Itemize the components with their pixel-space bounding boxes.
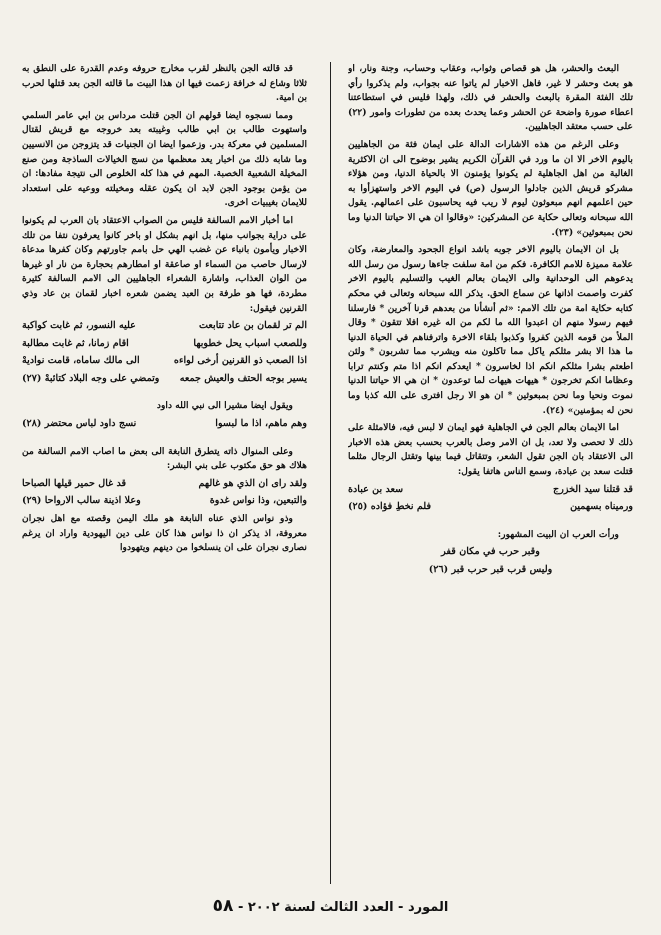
- paragraph: قد قالته الجن بالنظر لقرب مخارج حروفه وعدم القدرة على النطق به ثلاثا وشاع له خرافة زعمت فيها ان هذا البيت ما قالته الجن بعد قتلها لحرب بن امية.: [22, 63, 307, 104]
- paragraph: البعث والحشر، هل هو قصاص وثواب، وعقاب وحساب، وجنة ونار، او هو بعث وحشر لا غير، فاهل الاخبار لم ياتوا عنه بجواب، ولم يذكروا رأي تلك الفئة المقرة بالبعث والحشر في ذلك، ولهذا فليس في استطاعتنا اعطاء صورة واضحة عن الحشر وعما يحدث بعده من تطورات وامور (٢٢) على حسب معتقد الجاهليين.: [348, 63, 633, 133]
- paragraph: وذو نواس الذي عناه النابغة هو ملك اليمن وقصته مع اهل نجران معروفة، اذ يذكر ان ذا نواس هذا كان على دين اليهودية واراد ان يرغم نصارى نجران على ان ينسلخوا من دينهم ويتهودوا: [22, 513, 307, 554]
- poem-verse: [348, 483, 633, 498]
- poem-verse: [22, 337, 307, 352]
- verse-first-hemistich: وللصعب اسباب يحل خطوبها: [193, 337, 307, 349]
- verse-second-hemistich: نسج داود لباس محتضر (٢٨): [22, 418, 137, 430]
- verse-first-hemistich: وقبر حرب في مكان قفر: [441, 546, 540, 558]
- verse-second-hemistich: الى مالك ساماه، قامت نواديهْ: [22, 355, 140, 367]
- poem-verse: [22, 494, 307, 509]
- poem-verse: [348, 563, 633, 578]
- verse-second-hemistich: قد غال حمير قيلها الصباحا: [22, 477, 127, 489]
- right-text-column: [348, 62, 633, 882]
- page-number: ٥٨: [212, 896, 234, 916]
- verse-second-hemistich: فلم نخطِ فؤاده (٢٥): [348, 501, 432, 513]
- verse-second-hemistich: عليه النسور، ثم غابت كواكبة: [22, 320, 136, 332]
- verse-first-hemistich: ولقد راى ان الذي هو غالهم: [198, 477, 307, 489]
- left-text-column: [22, 62, 307, 882]
- verse-first-hemistich: والتبعين، وذا نواس غدوة: [209, 495, 307, 507]
- spacer: [22, 389, 307, 399]
- verse-second-hemistich: سعد بن عبادة: [348, 483, 404, 495]
- page-footer: المورد - العدد الثالث لسنة ٢٠٠٢ - ٥٨: [212, 896, 449, 916]
- poem-verse: [22, 477, 307, 492]
- verse-first-hemistich: قد قتلنا سيد الخزرج: [553, 483, 633, 495]
- paragraph: ومما نسجوه ايضا قولهم ان الجن قتلت مرداس بن ابي عامر السلمي واستهوت طالب بن ابي طالب وغيبته بعد خروجه مع قريش لقتال المسلمين في معركة بدر. وزعموا ايضا ان الجنيات قد يتزوجن من الانسيين وما شابه ذلك من اخبار يعد معظمها من نسج الخيالات الساذجة ومن صنع المخيلة الشعبية الخصبة. المهم في هذا كله الخلوص الى نتيجة مفادها: ان من يؤمن بوجود الجن لابد ان يكون عقله ومخيلته ووعيه على استعداد للايمان بغيبيات اخرى.: [22, 109, 307, 209]
- poem-verse: [348, 500, 633, 515]
- poem-verse: [22, 417, 307, 432]
- verse-second-hemistich: وتمضي على وجه البلاد كتائبهْ (٢٧): [22, 372, 160, 384]
- spacer: [348, 518, 633, 528]
- verse-first-hemistich: وهم ماهم، اذا ما لبسوا: [215, 418, 307, 430]
- paragraph: ويقول ايضا مشيرا الى نبي الله داود: [156, 400, 293, 412]
- footer-text: المورد - العدد الثالث لسنة ٢٠٠٢: [247, 900, 449, 915]
- poem-verse: [348, 545, 633, 560]
- paragraph: وعلى الرغم من هذه الاشارات الدالة على ايمان فئة من الجاهليين باليوم الاخر الا ان ما ورد في القرآن الكريم يشير بوضوح الى ان الاكثرية الغالبة من اهل الجاهلية لم يكونوا يؤمنون الا بالحياة الدنيا، ومن هؤلاء مشركو قريش الذين جادلوا الرسول (ص) في اليوم الاخر واستهزأوا به حين اعلمهم انهم مبعوثون ليوم لا ريب فيه يحاسبون على اعمالهم. يقول الله سبحانه وتعالى حكاية عن المشركين: «وقالوا ان هي الا حياتنا الدنيا وما نحن بمبعوثين» (٢٣).: [348, 138, 633, 238]
- poem-verse: [22, 372, 307, 387]
- verse-first-hemistich: ورميناه بسهمين: [570, 501, 633, 513]
- verse-first-hemistich: اذا الصعب ذو القرنين أرخى لواءه: [173, 355, 307, 367]
- verse-first-hemistich: وليس قرب قبر حرب قبر (٢٦): [428, 564, 553, 575]
- paragraph: ورأت العرب ان البيت المشهور:: [497, 528, 619, 540]
- spacer: [22, 435, 307, 445]
- paragraph: بل ان الايمان باليوم الاخر جوبه باشد انواع الجحود والمعارضة، وكان علامة مميزة للامم الكافرة. فكم من امة سلفت جاءها رسول من رسل الله يدعوهم الى الوحدانية والى الايمان بعالم الغيب والتسليم باليوم الاخر كفرت واصمت اذانها عن سماع الحق. يذكر الله سبحانه وتعالى في محكم كتابه حكاية امة من تلك الامم: «ثم أنشأنا من بعدهم قرنا آخرين * فارسلنا فيهم رسولا منهم ان اعبدوا الله ما لكم من اله غيره افلا تتقون * وقال الملأ من قومه الذين كفروا وكذبوا بلقاء الاخرة واترفناهم في الحياة الدنيا ما هذا الا بشر مثلكم ياكل مما تاكلون منه ويشرب مما تشربون * ولئن اطعتم بشرا مثلكم انكم اذا لخاسرون * ايعدكم انكم اذا متم وكنتم ترابا وعظاما انكم تخرجون * هيهات هيهات لما توعدون * ان هي الا حياتنا الدنيا نموت ونحيا وما نحن بمبعوثين * ان هو الا رجل افترى على الله كذبا وما نحن له بمؤمنين» (٢٤).: [348, 244, 633, 416]
- poem-verse: [22, 319, 307, 334]
- verse-first-hemistich: يسير بوجه الحتف والعيش جمعه: [179, 372, 307, 384]
- paragraph: اما الايمان بعالم الجن في الجاهلية فهو ايمان لا لبس فيه، فالامثلة على ذلك لا تحصى ولا تعد، بل ان الامر وصل بالعرب بحسب بعض هذه الاخبار الى الاعتقاد بان الجن تقول الشعر، وتتقاتل فيما بينها وتقتل الرجال مثلما قتلت سعد بن عبادة، وسمع الناس هاتفا يقول:: [348, 422, 633, 478]
- verse-second-hemistich: وعلا اذينة سالب الارواحا (٢٩): [22, 495, 141, 507]
- verse-first-hemistich: الم تر لقمان بن عاد تتابعت: [198, 320, 307, 332]
- paragraph: وعلى المنوال ذاته يتطرق النابغة الى بعض ما اصاب الامم السالفة من هلاك هو حق مكتوب على بني البشر:: [22, 445, 307, 472]
- column-divider: [330, 62, 331, 884]
- verse-second-hemistich: اقام زمانا، ثم غابت مطالبة: [22, 337, 129, 349]
- paragraph: اما أخبار الامم السالفة فليس من الصواب الاعتقاد بان العرب لم يكونوا على دراية بجوانب منها، بل انهم بشكل او باخر كانوا يعرفون نتفا من تلك الاخبار ويأمون بانباء عن غضب الهي حل بامم جاورتهم وكان كفرها مدعاة لارسال حاصب من السماء او صاعقة او امطارهم بحجارة من نار او غيرها من الوان العذاب، واشارة الشعراء الجاهليين الى الامم السالفة كثيرة مطردة، فها هو طرفة بن العبد يضمن شعره اخبار لقمان بن عاد وذي القرنين فيقول:: [22, 214, 307, 314]
- poem-verse: [22, 354, 307, 369]
